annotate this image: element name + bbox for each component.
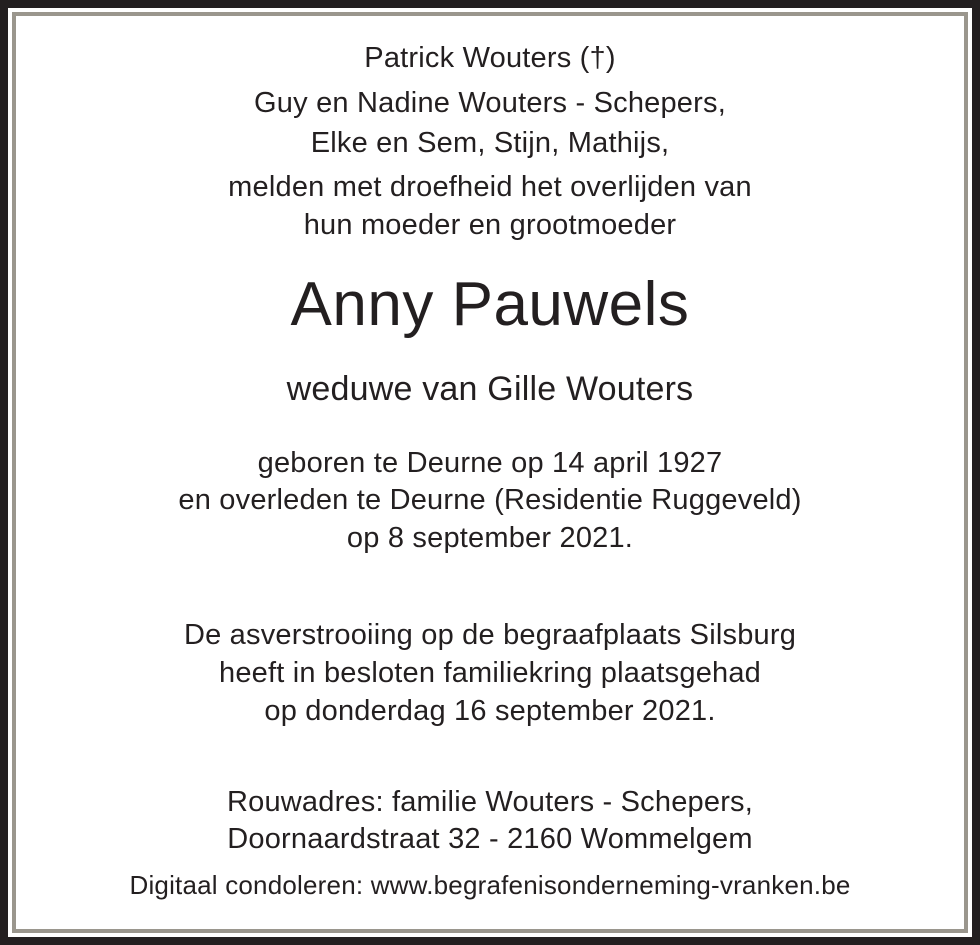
- dates-line-1: geboren te Deurne op 14 april 1927: [257, 447, 723, 479]
- condolence-line: Digitaal condoleren: www.begrafenisonderneming-vranken.be: [129, 870, 851, 900]
- ceremony-line-2: heeft in besloten familiekring plaatsgehad: [218, 657, 762, 689]
- announcement-line-2: hun moeder en grootmoeder: [303, 209, 677, 241]
- deceased-name: Anny Pauwels: [290, 270, 690, 339]
- family-line-2: Guy en Nadine Wouters - Schepers,: [254, 87, 726, 119]
- family-line-3: Elke en Sem, Stijn, Mathijs,: [310, 127, 670, 159]
- announcement-line-1: melden met droefheid het overlijden van: [228, 171, 752, 203]
- dates-line-2: en overleden te Deurne (Residentie Ruggeveld): [178, 484, 802, 516]
- address-line-2: Doornaardstraat 32 - 2160 Wommelgem: [227, 823, 753, 855]
- ceremony-line-1: De asverstrooiing op de begraafplaats Silsburg: [183, 619, 797, 651]
- ceremony-line-3: op donderdag 16 september 2021.: [264, 695, 716, 727]
- widow-of-line: weduwe van Gille Wouters: [286, 370, 694, 408]
- address-line-1: Rouwadres: familie Wouters - Schepers,: [226, 786, 754, 818]
- dates-line-3: op 8 september 2021.: [346, 522, 634, 554]
- family-line-1: Patrick Wouters (†): [364, 42, 616, 74]
